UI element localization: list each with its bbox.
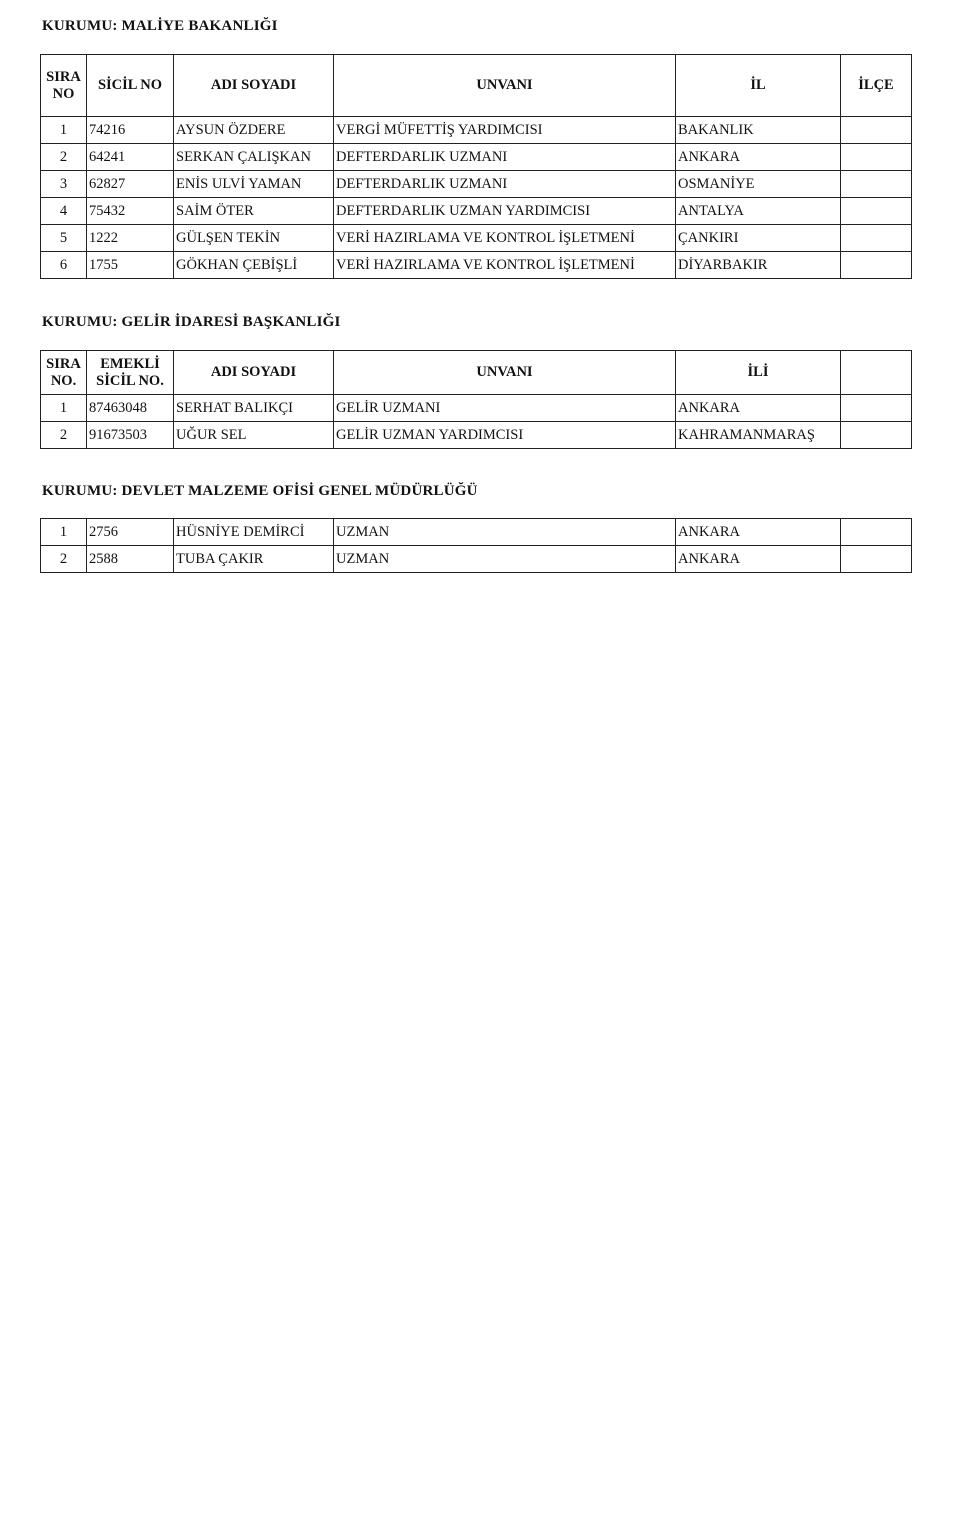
cell-sira: 6 — [41, 252, 87, 279]
cell-sicil: 62827 — [87, 171, 174, 198]
header-cell: UNVANI — [334, 351, 676, 395]
cell-district — [841, 198, 912, 225]
cell-province: KAHRAMANMARAŞ — [676, 422, 841, 449]
table-row — [41, 546, 912, 573]
cell-sicil: 91673503 — [87, 422, 174, 449]
cell-name: GÜLŞEN TEKİN — [174, 225, 334, 252]
table-row — [41, 198, 912, 225]
cell-province: ANKARA — [676, 395, 841, 422]
cell-sicil: 64241 — [87, 144, 174, 171]
cell-title: GELİR UZMAN YARDIMCISI — [334, 422, 676, 449]
cell-province: ANTALYA — [676, 198, 841, 225]
cell-sira: 1 — [41, 395, 87, 422]
table-row — [41, 144, 912, 171]
header-cell: SIRA NO — [41, 55, 87, 117]
header-cell: EMEKLİ SİCİL NO. — [87, 351, 174, 395]
section-title-gelir: KURUMU: GELİR İDARESİ BAŞKANLIĞI — [42, 314, 341, 330]
cell-name: SAİM ÖTER — [174, 198, 334, 225]
cell-sicil: 1222 — [87, 225, 174, 252]
cell-province: ÇANKIRI — [676, 225, 841, 252]
cell-title: VERİ HAZIRLAMA VE KONTROL İŞLETMENİ — [334, 252, 676, 279]
cell-district — [841, 422, 912, 449]
cell-sicil: 75432 — [87, 198, 174, 225]
header-cell — [841, 351, 912, 395]
cell-district — [841, 144, 912, 171]
cell-district — [841, 252, 912, 279]
header-cell: İL — [676, 55, 841, 117]
table-dmo — [40, 518, 912, 573]
header-cell: İLİ — [676, 351, 841, 395]
cell-sira: 2 — [41, 144, 87, 171]
cell-name: TUBA ÇAKIR — [174, 546, 334, 573]
section-title-dmo: KURUMU: DEVLET MALZEME OFİSİ GENEL MÜDÜRLÜĞÜ — [42, 483, 478, 499]
cell-name: ENİS ULVİ YAMAN — [174, 171, 334, 198]
table-row — [41, 225, 912, 252]
cell-district — [841, 546, 912, 573]
cell-name: HÜSNİYE DEMİRCİ — [174, 519, 334, 546]
cell-name: SERHAT BALIKÇI — [174, 395, 334, 422]
header-cell: ADI SOYADI — [174, 351, 334, 395]
table-row — [41, 252, 912, 279]
table-gelir — [40, 350, 912, 449]
table-row — [41, 117, 912, 144]
cell-title: UZMAN — [334, 519, 676, 546]
cell-sicil: 87463048 — [87, 395, 174, 422]
table-row — [41, 519, 912, 546]
header-row — [41, 351, 912, 395]
cell-province: ANKARA — [676, 546, 841, 573]
cell-title: DEFTERDARLIK UZMAN YARDIMCISI — [334, 198, 676, 225]
cell-province: ANKARA — [676, 519, 841, 546]
cell-name: GÖKHAN ÇEBİŞLİ — [174, 252, 334, 279]
cell-district — [841, 117, 912, 144]
cell-name: SERKAN ÇALIŞKAN — [174, 144, 334, 171]
cell-title: DEFTERDARLIK UZMANI — [334, 171, 676, 198]
header-cell: İLÇE — [841, 55, 912, 117]
cell-sicil: 2756 — [87, 519, 174, 546]
header-row — [41, 55, 912, 117]
cell-sira: 1 — [41, 117, 87, 144]
cell-province: ANKARA — [676, 144, 841, 171]
cell-province: BAKANLIK — [676, 117, 841, 144]
cell-sira: 3 — [41, 171, 87, 198]
cell-sira: 1 — [41, 519, 87, 546]
cell-district — [841, 171, 912, 198]
cell-sicil: 74216 — [87, 117, 174, 144]
cell-title: GELİR UZMANI — [334, 395, 676, 422]
header-cell: SIRA NO. — [41, 351, 87, 395]
section-title-maliye: KURUMU: MALİYE BAKANLIĞI — [42, 18, 278, 34]
cell-district — [841, 395, 912, 422]
table-row — [41, 422, 912, 449]
header-cell: UNVANI — [334, 55, 676, 117]
cell-district — [841, 225, 912, 252]
cell-title: UZMAN — [334, 546, 676, 573]
cell-sira: 4 — [41, 198, 87, 225]
header-cell: SİCİL NO — [87, 55, 174, 117]
cell-district — [841, 519, 912, 546]
cell-province: DİYARBAKIR — [676, 252, 841, 279]
cell-sicil: 1755 — [87, 252, 174, 279]
cell-province: OSMANİYE — [676, 171, 841, 198]
cell-name: UĞUR SEL — [174, 422, 334, 449]
cell-name: AYSUN ÖZDERE — [174, 117, 334, 144]
table-maliye — [40, 54, 912, 279]
header-cell: ADI SOYADI — [174, 55, 334, 117]
cell-title: VERGİ MÜFETTİŞ YARDIMCISI — [334, 117, 676, 144]
cell-sicil: 2588 — [87, 546, 174, 573]
table-row — [41, 171, 912, 198]
cell-sira: 2 — [41, 546, 87, 573]
cell-title: VERİ HAZIRLAMA VE KONTROL İŞLETMENİ — [334, 225, 676, 252]
cell-sira: 2 — [41, 422, 87, 449]
cell-sira: 5 — [41, 225, 87, 252]
cell-title: DEFTERDARLIK UZMANI — [334, 144, 676, 171]
table-row — [41, 395, 912, 422]
